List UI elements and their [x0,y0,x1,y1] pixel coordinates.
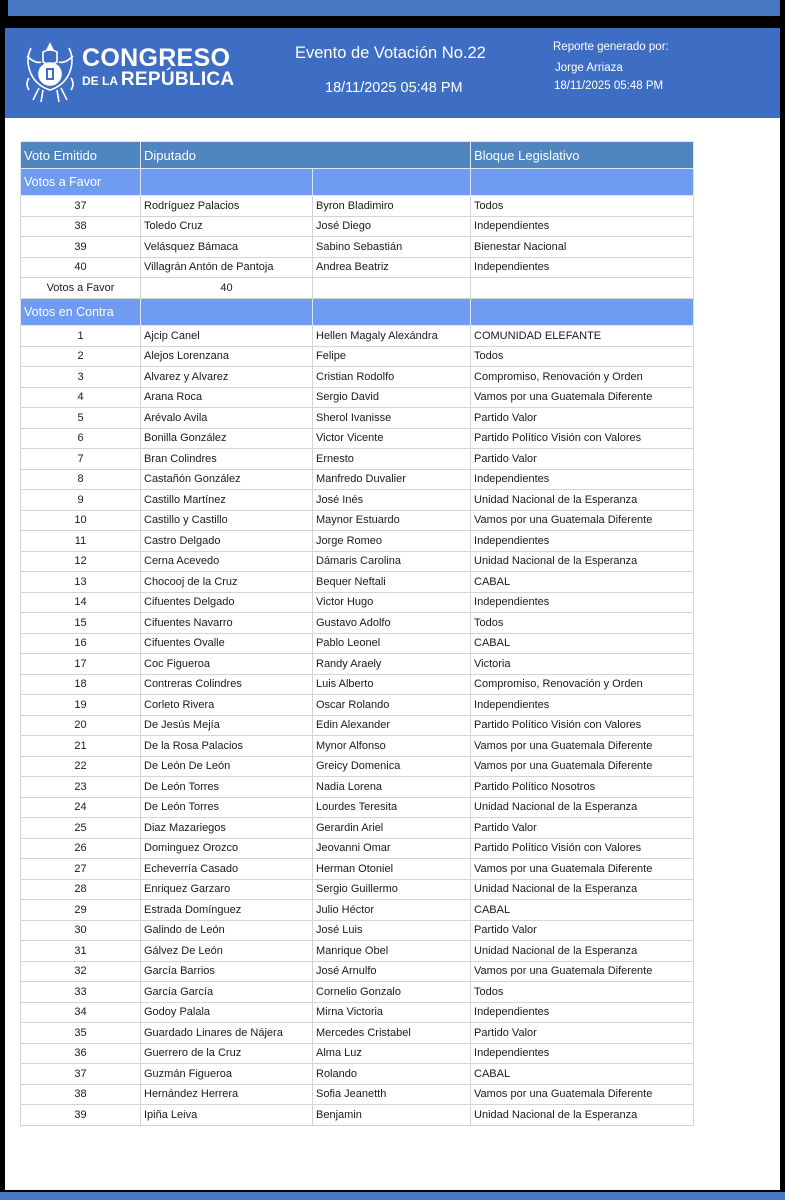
vote-number: 28 [21,879,141,900]
deputy-surname: Dominguez Orozco [141,838,313,859]
section-header-contra [21,299,694,326]
table-row [21,592,694,613]
legislative-bloc: Independientes [471,1043,694,1064]
deputy-given-name: Sergio David [313,387,471,408]
deputy-surname: Bonilla González [141,428,313,449]
vote-number: 35 [21,1023,141,1044]
deputy-given-name: Bequer Neftali [313,572,471,593]
deputy-surname: Cifuentes Delgado [141,592,313,613]
table-row [21,1023,694,1044]
favor-total-row [21,278,694,299]
legislative-bloc: Unidad Nacional de la Esperanza [471,797,694,818]
legislative-bloc: Bienestar Nacional [471,237,694,258]
deputy-surname: Rodríguez Palacios [141,196,313,217]
legislative-bloc: Unidad Nacional de la Esperanza [471,490,694,511]
table-row [21,551,694,572]
vote-number: 38 [21,1084,141,1105]
deputy-surname: Echeverría Casado [141,859,313,880]
legislative-bloc: Unidad Nacional de la Esperanza [471,941,694,962]
legislative-bloc: Partido Valor [471,920,694,941]
deputy-surname: Guerrero de la Cruz [141,1043,313,1064]
legislative-bloc: Unidad Nacional de la Esperanza [471,1105,694,1126]
brand-wordmark [82,45,234,90]
deputy-surname: García Barrios [141,961,313,982]
favor-total-label: Votos a Favor [21,278,141,299]
section-spacer [141,299,313,326]
deputy-surname: Arana Roca [141,387,313,408]
table-row [21,196,694,217]
column-header-deputy: Diputado [141,142,471,169]
legislative-bloc: Independientes [471,257,694,278]
table-row [21,490,694,511]
table-row [21,879,694,900]
vote-number: 10 [21,510,141,531]
vote-number: 8 [21,469,141,490]
vote-number: 15 [21,613,141,634]
deputy-surname: Chocooj de la Cruz [141,572,313,593]
vote-number: 18 [21,674,141,695]
table-row [21,257,694,278]
legislative-bloc: Todos [471,982,694,1003]
deputy-given-name: Lourdes Teresita [313,797,471,818]
deputy-given-name: Victor Hugo [313,592,471,613]
deputy-given-name: Alma Luz [313,1043,471,1064]
table-row [21,633,694,654]
vote-number: 13 [21,572,141,593]
congress-emblem-icon [21,38,79,104]
deputy-surname: Hernández Herrera [141,1084,313,1105]
legislative-bloc: Independientes [471,592,694,613]
table-row [21,326,694,347]
deputy-given-name: Mercedes Cristabel [313,1023,471,1044]
legislative-bloc: Partido Valor [471,449,694,470]
legislative-bloc: Partido Político Visión con Valores [471,838,694,859]
vote-number: 25 [21,818,141,839]
deputy-given-name: Sergio Guillermo [313,879,471,900]
deputy-given-name: Benjamin [313,1105,471,1126]
deputy-surname: Toledo Cruz [141,216,313,237]
vote-number: 19 [21,695,141,716]
table-row [21,1002,694,1023]
vote-number: 9 [21,490,141,511]
deputy-surname: Castillo Martínez [141,490,313,511]
column-header-vote: Voto Emitido [21,142,141,169]
deputy-given-name: Sabino Sebastián [313,237,471,258]
table-row [21,572,694,593]
legislative-bloc: Partido Político Visión con Valores [471,715,694,736]
legislative-bloc: Partido Valor [471,818,694,839]
deputy-given-name: Andrea Beatriz [313,257,471,278]
deputy-given-name: Jorge Romeo [313,531,471,552]
legislative-bloc: Partido Valor [471,408,694,429]
legislative-bloc: Vamos por una Guatemala Diferente [471,859,694,880]
generated-datetime: 18/11/2025 05:48 PM [554,80,664,92]
table-row [21,428,694,449]
legislative-bloc: Vamos por una Guatemala Diferente [471,1084,694,1105]
deputy-given-name: Jeovanni Omar [313,838,471,859]
section-spacer [141,169,313,196]
legislative-bloc: Independientes [471,695,694,716]
deputy-given-name: Gerardin Ariel [313,818,471,839]
vote-number: 17 [21,654,141,675]
generated-by-label: Reporte generado por: [553,41,669,53]
deputy-surname: Coc Figueroa [141,654,313,675]
vote-number: 39 [21,1105,141,1126]
table-row [21,654,694,675]
deputy-given-name: Julio Héctor [313,900,471,921]
section-header-favor [21,169,694,196]
vote-number: 30 [21,920,141,941]
table-row [21,1043,694,1064]
table-row [21,715,694,736]
legislative-bloc: Compromiso, Renovación y Orden [471,674,694,695]
event-title: Evento de Votación No.22 [295,44,486,62]
deputy-given-name: Rolando [313,1064,471,1085]
report-page [5,28,780,1190]
vote-number: 2 [21,346,141,367]
legislative-bloc: Compromiso, Renovación y Orden [471,367,694,388]
section-spacer [471,299,694,326]
vote-number: 5 [21,408,141,429]
section-spacer [313,169,471,196]
table-row [21,900,694,921]
event-datetime: 18/11/2025 05:48 PM [325,80,463,96]
table-row [21,510,694,531]
vote-number: 24 [21,797,141,818]
votes-table [20,141,694,1126]
table-row [21,920,694,941]
section-spacer [313,299,471,326]
deputy-given-name: Dámaris Carolina [313,551,471,572]
deputy-surname: Villagrán Antón de Pantoja [141,257,313,278]
deputy-surname: Cifuentes Navarro [141,613,313,634]
vote-number: 27 [21,859,141,880]
deputy-surname: Guzmán Figueroa [141,1064,313,1085]
vote-number: 6 [21,428,141,449]
deputy-given-name: Byron Bladimiro [313,196,471,217]
table-row [21,613,694,634]
brand-name-bottom: REPÚBLICA [120,69,235,90]
table-row [21,756,694,777]
deputy-given-name: Herman Otoniel [313,859,471,880]
vote-number: 14 [21,592,141,613]
generated-by-user: Jorge Arriaza [555,62,623,74]
legislative-bloc: COMUNIDAD ELEFANTE [471,326,694,347]
deputy-given-name: José Arnulfo [313,961,471,982]
deputy-surname: De León Torres [141,777,313,798]
legislative-bloc: Independientes [471,469,694,490]
table-row [21,531,694,552]
table-row [21,736,694,757]
deputy-surname: De León Torres [141,797,313,818]
legislative-bloc: Todos [471,613,694,634]
deputy-surname: Bran Colindres [141,449,313,470]
vote-number: 1 [21,326,141,347]
deputy-surname: Cifuentes Ovalle [141,633,313,654]
legislative-bloc: CABAL [471,1064,694,1085]
deputy-surname: Enriquez Garzaro [141,879,313,900]
legislative-bloc: Unidad Nacional de la Esperanza [471,879,694,900]
vote-number: 38 [21,216,141,237]
deputy-given-name: Greicy Domenica [313,756,471,777]
deputy-surname: De la Rosa Palacios [141,736,313,757]
table-row [21,818,694,839]
legislative-bloc: Independientes [471,531,694,552]
table-row [21,859,694,880]
deputy-surname: Corleto Rivera [141,695,313,716]
deputy-given-name: Ernesto [313,449,471,470]
deputy-surname: Galindo de León [141,920,313,941]
top-frame-strip [8,0,780,16]
total-spacer [471,278,694,299]
vote-number: 11 [21,531,141,552]
votes-table-body [21,169,694,1126]
table-row [21,941,694,962]
table-row [21,1105,694,1126]
vote-number: 4 [21,387,141,408]
deputy-surname: Godoy Palala [141,1002,313,1023]
deputy-given-name: Pablo Leonel [313,633,471,654]
bottom-frame-strip [0,1192,785,1200]
deputy-surname: Diaz Mazariegos [141,818,313,839]
legislative-bloc: Vamos por una Guatemala Diferente [471,510,694,531]
table-row [21,797,694,818]
legislative-bloc: Vamos por una Guatemala Diferente [471,736,694,757]
vote-number: 37 [21,196,141,217]
vote-number: 39 [21,237,141,258]
legislative-bloc: Vamos por una Guatemala Diferente [471,756,694,777]
deputy-surname: Ipiña Leiva [141,1105,313,1126]
deputy-surname: De León De León [141,756,313,777]
deputy-given-name: Randy Araely [313,654,471,675]
table-row [21,346,694,367]
vote-number: 21 [21,736,141,757]
deputy-surname: Velásquez Bámaca [141,237,313,258]
vote-number: 34 [21,1002,141,1023]
legislative-bloc: Vamos por una Guatemala Diferente [471,961,694,982]
vote-number: 40 [21,257,141,278]
favor-total-value: 40 [141,278,313,299]
deputy-given-name: Edin Alexander [313,715,471,736]
deputy-given-name: Oscar Rolando [313,695,471,716]
vote-number: 22 [21,756,141,777]
deputy-given-name: Mynor Alfonso [313,736,471,757]
table-row [21,216,694,237]
deputy-given-name: Maynor Estuardo [313,510,471,531]
table-row [21,367,694,388]
deputy-surname: Castañón González [141,469,313,490]
vote-number: 33 [21,982,141,1003]
vote-number: 16 [21,633,141,654]
legislative-bloc: Victoria [471,654,694,675]
deputy-surname: García García [141,982,313,1003]
section-title: Votos a Favor [21,169,141,196]
deputy-surname: Castro Delgado [141,531,313,552]
deputy-surname: Ajcip Canel [141,326,313,347]
deputy-given-name: José Diego [313,216,471,237]
deputy-surname: De Jesús Mejía [141,715,313,736]
report-header [5,28,780,118]
deputy-surname: Alejos Lorenzana [141,346,313,367]
deputy-surname: Castillo y Castillo [141,510,313,531]
vote-number: 20 [21,715,141,736]
section-spacer [471,169,694,196]
column-header-row [21,142,694,169]
table-row [21,695,694,716]
deputy-surname: Contreras Colindres [141,674,313,695]
deputy-given-name: Felipe [313,346,471,367]
vote-number: 3 [21,367,141,388]
deputy-given-name: Victor Vicente [313,428,471,449]
deputy-given-name: Cristian Rodolfo [313,367,471,388]
total-spacer [313,278,471,299]
deputy-surname: Arévalo Avila [141,408,313,429]
deputy-given-name: José Inés [313,490,471,511]
legislative-bloc: CABAL [471,572,694,593]
table-row [21,838,694,859]
deputy-surname: Estrada Domínguez [141,900,313,921]
deputy-given-name: Luis Alberto [313,674,471,695]
column-header-bloc: Bloque Legislativo [471,142,694,169]
table-row [21,449,694,470]
deputy-given-name: Gustavo Adolfo [313,613,471,634]
vote-number: 26 [21,838,141,859]
deputy-given-name: Sherol Ivanisse [313,408,471,429]
legislative-bloc: Todos [471,196,694,217]
legislative-bloc: Partido Valor [471,1023,694,1044]
table-row [21,961,694,982]
deputy-given-name: Manrique Obel [313,941,471,962]
vote-number: 32 [21,961,141,982]
legislative-bloc: CABAL [471,633,694,654]
vote-number: 7 [21,449,141,470]
deputy-given-name: Mirna Victoria [313,1002,471,1023]
table-row [21,469,694,490]
vote-number: 29 [21,900,141,921]
deputy-given-name: Sofia Jeanetth [313,1084,471,1105]
legislative-bloc: Partido Político Nosotros [471,777,694,798]
legislative-bloc: Independientes [471,216,694,237]
legislative-bloc: Todos [471,346,694,367]
legislative-bloc: Unidad Nacional de la Esperanza [471,551,694,572]
deputy-given-name: Nadia Lorena [313,777,471,798]
vote-number: 12 [21,551,141,572]
vote-number: 37 [21,1064,141,1085]
table-row [21,1064,694,1085]
deputy-surname: Alvarez y Alvarez [141,367,313,388]
brand-name-prefix: DE LA [82,74,118,88]
deputy-given-name: José Luis [313,920,471,941]
table-row [21,1084,694,1105]
legislative-bloc: CABAL [471,900,694,921]
deputy-surname: Guardado Linares de Nájera [141,1023,313,1044]
table-row [21,408,694,429]
legislative-bloc: Partido Político Visión con Valores [471,428,694,449]
section-title: Votos en Contra [21,299,141,326]
vote-number: 36 [21,1043,141,1064]
table-row [21,674,694,695]
legislative-bloc: Vamos por una Guatemala Diferente [471,387,694,408]
deputy-surname: Gálvez De León [141,941,313,962]
table-row [21,777,694,798]
vote-number: 31 [21,941,141,962]
brand-name-top: CONGRESO [82,44,231,72]
deputy-given-name: Manfredo Duvalier [313,469,471,490]
deputy-given-name: Hellen Magaly Alexándra [313,326,471,347]
vote-number: 23 [21,777,141,798]
deputy-surname: Cerna Acevedo [141,551,313,572]
deputy-given-name: Cornelio Gonzalo [313,982,471,1003]
legislative-bloc: Independientes [471,1002,694,1023]
table-row [21,237,694,258]
table-row [21,387,694,408]
table-row [21,982,694,1003]
